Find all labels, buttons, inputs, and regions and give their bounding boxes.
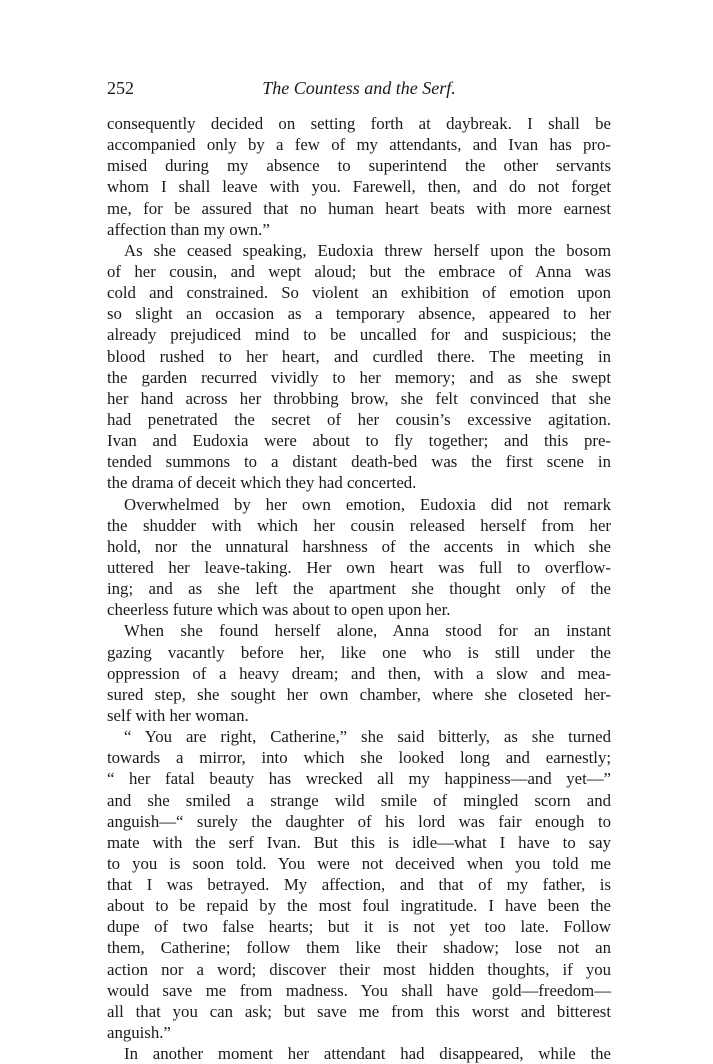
body-text (107, 113, 611, 1064)
text-line: dupe of two false hearts; but it is not yet too late. Follow (107, 917, 611, 937)
text-line: ing; and as she left the apartment she thought only of the (107, 579, 611, 599)
text-line: anguish—“ surely the daughter of his lord was fair enough to (107, 811, 611, 831)
text-line: the garden recurred vividly to her memory; and as she swept (107, 367, 611, 387)
text-line: accompanied only by a few of my attendants, and Ivan has pro- (107, 135, 611, 155)
text-line: In another moment her attendant had disappeared, while the (124, 1044, 611, 1064)
text-line: the shudder with which her cousin released herself from her (107, 515, 611, 535)
text-line: mised during my absence to superintend the other servants (107, 156, 611, 176)
text-line: her hand across her throbbing brow, she felt convinced that she (107, 388, 611, 408)
text-line: uttered her leave-taking. Her own heart was full to overflow- (107, 557, 611, 577)
text-line: all that you can ask; but save me from this worst and bitterest (107, 1001, 611, 1021)
text-line: whom I shall leave with you. Farewell, then, and do not forget (107, 177, 611, 197)
text-line: of her cousin, and wept aloud; but the embrace of Anna was (107, 261, 611, 281)
text-line: action nor a word; discover their most hidden thoughts, if you (107, 959, 611, 979)
text-line: so slight an occasion as a temporary absence, appeared to her (107, 304, 611, 324)
text-line: towards a mirror, into which she looked long and earnestly; (107, 748, 611, 768)
text-line: oppression of a heavy dream; and then, with a slow and mea- (107, 663, 611, 683)
text-line: had penetrated the secret of her cousin’s excessive agitation. (107, 409, 611, 429)
text-line: “ her fatal beauty has wrecked all my happiness—and yet—” (107, 769, 611, 789)
text-line: tended summons to a distant death-bed was the first scene in (107, 452, 611, 472)
page-number: 252 (107, 78, 134, 98)
text-line: mate with the serf Ivan. But this is idle—what I have to say (107, 832, 611, 852)
text-line: blood rushed to her heart, and curdled there. The meeting in (107, 346, 611, 366)
text-line: “ You are right, Catherine,” she said bitterly, as she turned (124, 727, 611, 747)
text-line: When she found herself alone, Anna stood for an instant (124, 621, 611, 641)
text-line: that I was betrayed. My affection, and that of my father, is (107, 875, 611, 895)
running-title: The Countess and the Serf. (262, 78, 456, 98)
text-line: cheerless future which was about to open upon her. (107, 600, 451, 620)
text-line: self with her woman. (107, 705, 249, 725)
text-line: hold, nor the unnatural harshness of the accents in which she (107, 536, 611, 556)
text-line: the drama of deceit which they had concerted. (107, 473, 417, 493)
page-header (107, 76, 611, 100)
text-line: and she smiled a strange wild smile of mingled scorn and (107, 790, 611, 810)
text-line: consequently decided on setting forth at daybreak. I shall be (107, 114, 611, 133)
text-line: affection than my own.” (107, 219, 270, 239)
text-line: Ivan and Eudoxia were about to fly together; and this pre- (107, 431, 611, 451)
text-line: would save me from madness. You shall have gold—freedom— (107, 980, 611, 1000)
text-line: gazing vacantly before her, like one who is still under the (107, 642, 611, 662)
text-line: already prejudiced mind to be uncalled for and suspicious; the (107, 325, 611, 345)
text-line: sured step, she sought her own chamber, where she closeted her- (107, 684, 611, 704)
text-line: them, Catherine; follow them like their shadow; lose not an (107, 938, 611, 958)
text-line: to you is soon told. You were not deceived when you told me (107, 853, 611, 873)
text-line: me, for be assured that no human heart beats with more earnest (107, 198, 611, 218)
text-line: Overwhelmed by her own emotion, Eudoxia did not remark (124, 494, 611, 514)
text-line: anguish.” (107, 1023, 171, 1043)
text-line: about to be repaid by the most foul ingratitude. I have been the (107, 896, 611, 916)
text-line: As she ceased speaking, Eudoxia threw herself upon the bosom (124, 240, 611, 260)
text-line: cold and constrained. So violent an exhibition of emotion upon (107, 283, 611, 303)
